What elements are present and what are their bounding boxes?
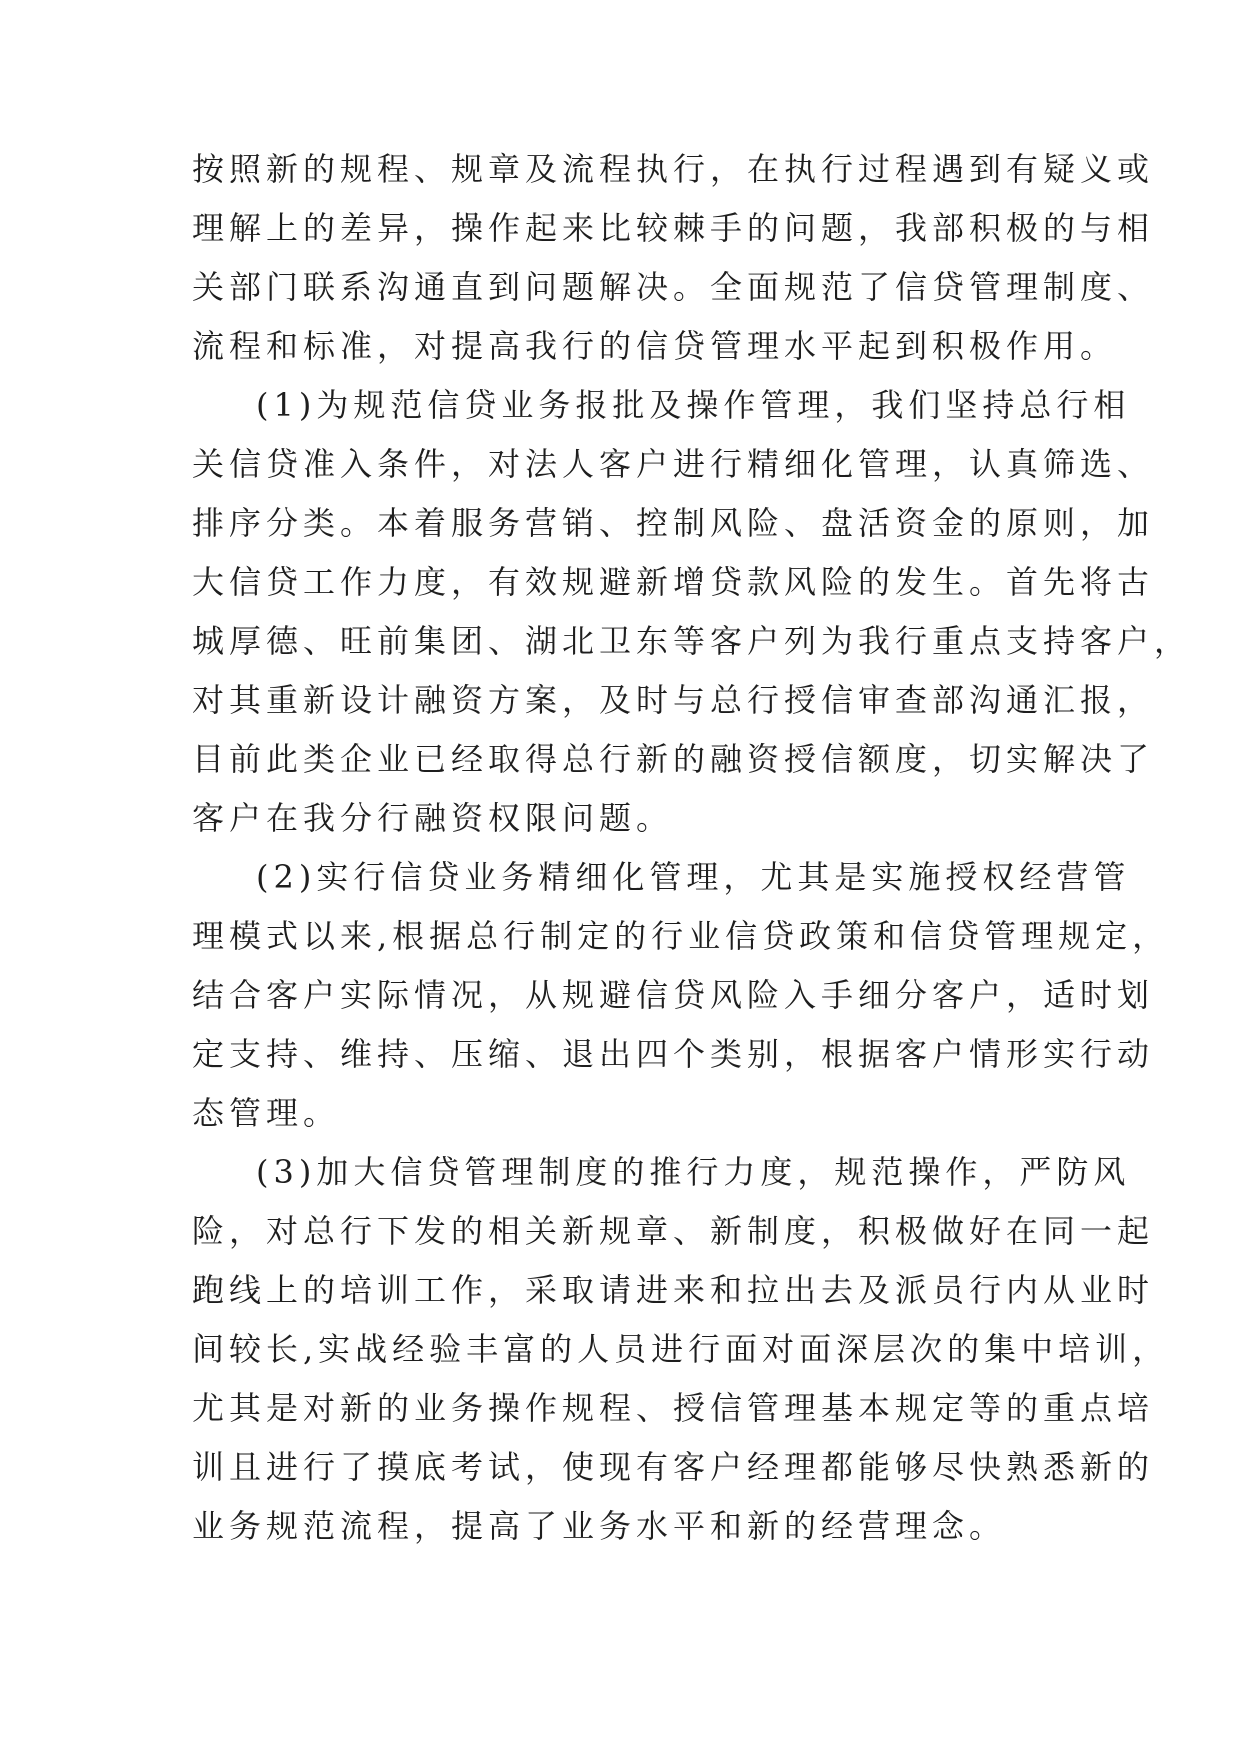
text-line: 流程和标准，对提高我行的信贷管理水平起到积极作用。 — [192, 327, 1118, 365]
text-line: 按照新的规程、规章及流程执行，在执行过程遇到有疑义或 — [192, 150, 1155, 188]
text-line: 客户在我分行融资权限问题。 — [192, 799, 674, 837]
text-line: 关信贷准入条件，对法人客户进行精细化管理，认真筛选、 — [192, 445, 1155, 483]
text-line: 间较长,实战经验丰富的人员进行面对面深层次的集中培训， — [192, 1330, 1170, 1368]
text-line: 理模式以来,根据总行制定的行业信贷政策和信贷管理规定， — [192, 917, 1170, 955]
text-line: (3)加大信贷管理制度的推行力度，规范操作，严防风 — [256, 1153, 1131, 1191]
text-line: 态管理。 — [192, 1094, 341, 1132]
text-line: 理解上的差异，操作起来比较棘手的问题，我部积极的与相 — [192, 209, 1155, 247]
text-line: 尤其是对新的业务操作规程、授信管理基本规定等的重点培 — [192, 1389, 1155, 1427]
text-line: (2)实行信贷业务精细化管理，尤其是实施授权经营管 — [256, 858, 1131, 896]
text-line: 业务规范流程，提高了业务水平和新的经营理念。 — [192, 1507, 1007, 1545]
text-line: 大信贷工作力度，有效规避新增贷款风险的发生。首先将古 — [192, 563, 1155, 601]
text-line: 目前此类企业已经取得总行新的融资授信额度，切实解决了 — [192, 740, 1155, 778]
text-line: 训且进行了摸底考试，使现有客户经理都能够尽快熟悉新的 — [192, 1448, 1155, 1486]
text-line: 险，对总行下发的相关新规章、新制度，积极做好在同一起 — [192, 1212, 1155, 1250]
text-line: 对其重新设计融资方案，及时与总行授信审查部沟通汇报， — [192, 681, 1155, 719]
text-line: 排序分类。本着服务营销、控制风险、盘活资金的原则，加 — [192, 504, 1155, 542]
text-line: 结合客户实际情况，从规避信贷风险入手细分客户，适时划 — [192, 976, 1155, 1014]
text-line: 城厚德、旺前集团、湖北卫东等客户列为我行重点支持客户， — [192, 622, 1192, 660]
text-line: 跑线上的培训工作，采取请进来和拉出去及派员行内从业时 — [192, 1271, 1155, 1309]
text-line: 定支持、维持、压缩、退出四个类别，根据客户情形实行动 — [192, 1035, 1155, 1073]
text-line: (1)为规范信贷业务报批及操作管理，我们坚持总行相 — [256, 386, 1131, 424]
text-line: 关部门联系沟通直到问题解决。全面规范了信贷管理制度、 — [192, 268, 1155, 306]
